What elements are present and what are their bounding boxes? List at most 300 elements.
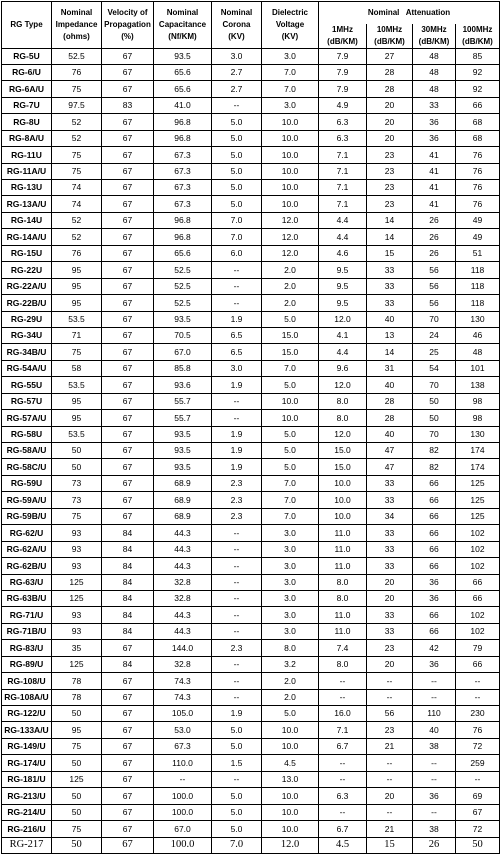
rg-type-cell: RG-59B/U [2,508,52,524]
atten-1mhz-cell: 4.4 [319,344,367,360]
capacitance-cell: 100.0 [154,837,212,853]
dielectric-cell: 7.0 [262,475,319,491]
table-row [2,114,500,130]
atten-1mhz-cell: 6.7 [319,821,367,837]
atten-100mhz-cell: 76 [456,196,500,212]
atten-1mhz-cell: -- [319,673,367,689]
rg-type-cell: RG-22B/U [2,295,52,311]
atten-30mhz-cell: 36 [413,788,456,804]
atten-30mhz-cell: 33 [413,97,456,113]
atten-10mhz-cell: 14 [367,212,413,228]
atten-100mhz-cell: 66 [456,656,500,672]
velocity-cell: 67 [102,771,154,787]
impedance-cell: 125 [52,656,102,672]
dielectric-cell: 10.0 [262,788,319,804]
corona-cell: 5.0 [212,163,262,179]
impedance-cell: 75 [52,81,102,97]
atten-30mhz-cell: 24 [413,327,456,343]
corona-cell: 5.0 [212,722,262,738]
table-row [2,525,500,541]
impedance-cell: 95 [52,410,102,426]
atten-100mhz-cell: 102 [456,558,500,574]
dielectric-cell: 8.0 [262,640,319,656]
header-10mhz: 10MHz (dB/KM) [367,24,413,49]
impedance-cell: 50 [52,837,102,853]
impedance-cell: 93 [52,541,102,557]
corona-cell: -- [212,262,262,278]
table-row [2,311,500,327]
atten-30mhz-cell: 56 [413,295,456,311]
corona-cell: 1.5 [212,755,262,771]
atten-30mhz-cell: 48 [413,81,456,97]
capacitance-cell: 65.6 [154,245,212,261]
velocity-cell: 67 [102,180,154,196]
dielectric-cell: 3.0 [262,525,319,541]
atten-100mhz-cell: 76 [456,147,500,163]
dielectric-cell: 5.0 [262,426,319,442]
velocity-cell: 84 [102,574,154,590]
velocity-cell: 67 [102,377,154,393]
atten-10mhz-cell: 47 [367,459,413,475]
rg-type-cell: RG-5U [2,48,52,64]
impedance-cell: 52 [52,212,102,228]
rg-type-cell: RG-34U [2,327,52,343]
atten-1mhz-cell: -- [319,689,367,705]
capacitance-cell: 44.3 [154,558,212,574]
capacitance-cell: 44.3 [154,525,212,541]
atten-100mhz-cell: 67 [456,804,500,820]
atten-10mhz-cell: 34 [367,508,413,524]
atten-100mhz-cell: 76 [456,163,500,179]
atten-1mhz-cell: -- [319,755,367,771]
table-row [2,607,500,623]
atten-30mhz-cell: -- [413,755,456,771]
atten-10mhz-cell: 23 [367,147,413,163]
velocity-cell: 67 [102,327,154,343]
rg-type-cell: RG-11A/U [2,163,52,179]
table-row [2,410,500,426]
atten-10mhz-cell: 23 [367,180,413,196]
atten-30mhz-cell: 36 [413,114,456,130]
dielectric-cell: 7.0 [262,81,319,97]
atten-1mhz-cell: 10.0 [319,475,367,491]
atten-30mhz-cell: 40 [413,722,456,738]
rg-type-cell: RG-22U [2,262,52,278]
atten-30mhz-cell: 50 [413,410,456,426]
atten-10mhz-cell: 33 [367,295,413,311]
atten-10mhz-cell: 33 [367,475,413,491]
atten-1mhz-cell: 8.0 [319,656,367,672]
corona-cell: 1.9 [212,443,262,459]
atten-100mhz-cell: 66 [456,97,500,113]
corona-cell: -- [212,393,262,409]
atten-30mhz-cell: 66 [413,475,456,491]
rg-type-cell: RG-57U [2,393,52,409]
atten-100mhz-cell: -- [456,771,500,787]
atten-10mhz-cell: 28 [367,64,413,80]
atten-100mhz-cell: 72 [456,821,500,837]
atten-1mhz-cell: 12.0 [319,426,367,442]
table-header [2,2,500,49]
corona-cell: 7.0 [212,229,262,245]
atten-10mhz-cell: 28 [367,81,413,97]
velocity-cell: 67 [102,443,154,459]
atten-10mhz-cell: 20 [367,788,413,804]
atten-100mhz-cell: 118 [456,262,500,278]
atten-1mhz-cell: 12.0 [319,377,367,393]
corona-cell: -- [212,623,262,639]
corona-cell: -- [212,656,262,672]
impedance-cell: 93 [52,607,102,623]
dielectric-cell: 7.0 [262,360,319,376]
atten-1mhz-cell: 12.0 [319,311,367,327]
impedance-cell: 75 [52,738,102,754]
atten-30mhz-cell: 41 [413,163,456,179]
atten-10mhz-cell: 23 [367,722,413,738]
atten-1mhz-cell: 7.9 [319,81,367,97]
atten-100mhz-cell: 79 [456,640,500,656]
header-rg-type: RG Type [2,2,52,49]
atten-100mhz-cell: 101 [456,360,500,376]
atten-100mhz-cell: 118 [456,295,500,311]
atten-100mhz-cell: 125 [456,508,500,524]
rg-type-cell: RG-63B/U [2,590,52,606]
atten-10mhz-cell: 14 [367,344,413,360]
velocity-cell: 67 [102,64,154,80]
table-row [2,196,500,212]
header-corona: Nominal Corona (KV) [212,2,262,49]
table-row [2,443,500,459]
capacitance-cell: 67.3 [154,738,212,754]
rg-type-cell: RG-14U [2,212,52,228]
atten-10mhz-cell: -- [367,673,413,689]
atten-100mhz-cell: 230 [456,706,500,722]
atten-1mhz-cell: 8.0 [319,590,367,606]
corona-cell: -- [212,689,262,705]
atten-1mhz-cell: 16.0 [319,706,367,722]
rg-type-cell: RG-214/U [2,804,52,820]
header-impedance: Nominal Impedance (ohms) [52,2,102,49]
atten-1mhz-cell: 9.5 [319,295,367,311]
atten-30mhz-cell: 66 [413,492,456,508]
corona-cell: 2.3 [212,640,262,656]
velocity-cell: 67 [102,344,154,360]
atten-1mhz-cell: 4.1 [319,327,367,343]
corona-cell: 2.7 [212,64,262,80]
corona-cell: -- [212,673,262,689]
atten-10mhz-cell: -- [367,804,413,820]
atten-30mhz-cell: 66 [413,525,456,541]
atten-30mhz-cell: 70 [413,311,456,327]
atten-1mhz-cell: 10.0 [319,508,367,524]
atten-100mhz-cell: 72 [456,738,500,754]
atten-30mhz-cell: 66 [413,607,456,623]
atten-10mhz-cell: -- [367,771,413,787]
table-row [2,459,500,475]
impedance-cell: 95 [52,278,102,294]
rg-type-cell: RG-15U [2,245,52,261]
impedance-cell: 53.5 [52,426,102,442]
corona-cell: 1.9 [212,311,262,327]
atten-1mhz-cell: 11.0 [319,623,367,639]
impedance-cell: 74 [52,180,102,196]
atten-10mhz-cell: 33 [367,558,413,574]
rg-type-cell: RG-22A/U [2,278,52,294]
atten-30mhz-cell: 41 [413,196,456,212]
rg-type-cell: RG-34B/U [2,344,52,360]
corona-cell: -- [212,590,262,606]
header-dielectric: Dielectric Voltage (KV) [262,2,319,49]
dielectric-cell: 15.0 [262,344,319,360]
capacitance-cell: 67.3 [154,180,212,196]
atten-100mhz-cell: 259 [456,755,500,771]
table-row [2,377,500,393]
velocity-cell: 84 [102,541,154,557]
atten-100mhz-cell: 118 [456,278,500,294]
capacitance-cell: 68.9 [154,492,212,508]
atten-100mhz-cell: 46 [456,327,500,343]
impedance-cell: 95 [52,393,102,409]
capacitance-cell: 96.8 [154,114,212,130]
table-row [2,262,500,278]
velocity-cell: 83 [102,97,154,113]
rg-type-cell: RG-108A/U [2,689,52,705]
corona-cell: 2.3 [212,508,262,524]
impedance-cell: 52 [52,114,102,130]
rg-type-cell: RG-83/U [2,640,52,656]
atten-10mhz-cell: 23 [367,196,413,212]
corona-cell: 2.3 [212,492,262,508]
impedance-cell: 75 [52,147,102,163]
velocity-cell: 84 [102,607,154,623]
dielectric-cell: 10.0 [262,804,319,820]
velocity-cell: 67 [102,640,154,656]
velocity-cell: 67 [102,722,154,738]
table-row [2,344,500,360]
impedance-cell: 50 [52,459,102,475]
rg-type-cell: RG-13U [2,180,52,196]
impedance-cell: 58 [52,360,102,376]
dielectric-cell: 10.0 [262,738,319,754]
velocity-cell: 67 [102,262,154,278]
corona-cell: -- [212,278,262,294]
atten-10mhz-cell: 33 [367,541,413,557]
velocity-cell: 67 [102,295,154,311]
velocity-cell: 84 [102,558,154,574]
atten-100mhz-cell: 50 [456,837,500,853]
atten-100mhz-cell: -- [456,673,500,689]
impedance-cell: 75 [52,821,102,837]
atten-10mhz-cell: 33 [367,623,413,639]
capacitance-cell: 52.5 [154,278,212,294]
impedance-cell: 78 [52,673,102,689]
atten-30mhz-cell: 36 [413,130,456,146]
atten-10mhz-cell: 13 [367,327,413,343]
capacitance-cell: 93.5 [154,459,212,475]
dielectric-cell: 10.0 [262,180,319,196]
table-row [2,393,500,409]
capacitance-cell: 67.3 [154,147,212,163]
atten-10mhz-cell: 33 [367,525,413,541]
corona-cell: 3.0 [212,48,262,64]
rg-type-cell: RG-29U [2,311,52,327]
capacitance-cell: 67.0 [154,344,212,360]
rg-type-cell: RG-57A/U [2,410,52,426]
table-row [2,706,500,722]
impedance-cell: 50 [52,788,102,804]
capacitance-cell: 32.8 [154,590,212,606]
impedance-cell: 95 [52,722,102,738]
rg-type-cell: RG-149/U [2,738,52,754]
dielectric-cell: 7.0 [262,492,319,508]
velocity-cell: 67 [102,837,154,853]
atten-30mhz-cell: -- [413,771,456,787]
capacitance-cell: 93.5 [154,311,212,327]
corona-cell: -- [212,410,262,426]
corona-cell: 1.9 [212,426,262,442]
table-row [2,492,500,508]
corona-cell: 6.5 [212,344,262,360]
dielectric-cell: 12.0 [262,229,319,245]
corona-cell: 7.0 [212,837,262,853]
dielectric-cell: 10.0 [262,410,319,426]
dielectric-cell: 2.0 [262,278,319,294]
velocity-cell: 67 [102,229,154,245]
capacitance-cell: 52.5 [154,295,212,311]
atten-10mhz-cell: -- [367,755,413,771]
corona-cell: 5.0 [212,821,262,837]
atten-30mhz-cell: 54 [413,360,456,376]
dielectric-cell: 10.0 [262,114,319,130]
velocity-cell: 67 [102,393,154,409]
table-row [2,212,500,228]
impedance-cell: 93 [52,558,102,574]
dielectric-cell: 2.0 [262,262,319,278]
corona-cell: 2.7 [212,81,262,97]
rg-type-cell: RG-58C/U [2,459,52,475]
velocity-cell: 67 [102,706,154,722]
dielectric-cell: 2.0 [262,673,319,689]
rg-type-cell: RG-58U [2,426,52,442]
atten-10mhz-cell: 14 [367,229,413,245]
table-row [2,558,500,574]
atten-100mhz-cell: 102 [456,541,500,557]
atten-10mhz-cell: 15 [367,837,413,853]
rg-type-cell: RG-6A/U [2,81,52,97]
capacitance-cell: 70.5 [154,327,212,343]
atten-30mhz-cell: 48 [413,64,456,80]
impedance-cell: 76 [52,245,102,261]
dielectric-cell: 12.0 [262,837,319,853]
atten-10mhz-cell: 31 [367,360,413,376]
corona-cell: 5.0 [212,130,262,146]
impedance-cell: 125 [52,574,102,590]
velocity-cell: 67 [102,755,154,771]
atten-1mhz-cell: 7.1 [319,147,367,163]
dielectric-cell: 7.0 [262,64,319,80]
corona-cell: -- [212,541,262,557]
rg-type-cell: RG-7U [2,97,52,113]
atten-1mhz-cell: 7.1 [319,722,367,738]
atten-10mhz-cell: 40 [367,311,413,327]
atten-30mhz-cell: -- [413,804,456,820]
atten-30mhz-cell: 26 [413,212,456,228]
atten-10mhz-cell: 40 [367,377,413,393]
impedance-cell: 95 [52,262,102,278]
table-row [2,771,500,787]
table-row [2,640,500,656]
atten-30mhz-cell: 48 [413,48,456,64]
table-row [2,541,500,557]
header-capacitance: Nominal Capacitance (Nf/KM) [154,2,212,49]
dielectric-cell: 2.0 [262,689,319,705]
atten-1mhz-cell: 9.6 [319,360,367,376]
atten-100mhz-cell: 102 [456,525,500,541]
impedance-cell: 95 [52,295,102,311]
header-30mhz: 30MHz (dB/KM) [413,24,456,49]
atten-10mhz-cell: 33 [367,278,413,294]
velocity-cell: 67 [102,196,154,212]
atten-100mhz-cell: 66 [456,574,500,590]
coax-spec-table [1,1,500,854]
atten-10mhz-cell: 33 [367,607,413,623]
atten-10mhz-cell: 20 [367,590,413,606]
table-row [2,163,500,179]
dielectric-cell: 4.5 [262,755,319,771]
table-row [2,180,500,196]
atten-30mhz-cell: 36 [413,656,456,672]
table-row [2,81,500,97]
atten-100mhz-cell: 48 [456,344,500,360]
velocity-cell: 67 [102,673,154,689]
dielectric-cell: 5.0 [262,443,319,459]
corona-cell: 6.5 [212,327,262,343]
rg-type-cell: RG-62B/U [2,558,52,574]
atten-10mhz-cell: -- [367,689,413,705]
table-row [2,821,500,837]
atten-100mhz-cell: 92 [456,81,500,97]
impedance-cell: 50 [52,443,102,459]
atten-1mhz-cell: 8.0 [319,410,367,426]
atten-1mhz-cell: -- [319,771,367,787]
impedance-cell: 78 [52,689,102,705]
atten-100mhz-cell: 68 [456,130,500,146]
atten-10mhz-cell: 33 [367,262,413,278]
corona-cell: 5.0 [212,738,262,754]
atten-1mhz-cell: 4.4 [319,229,367,245]
atten-1mhz-cell: 8.0 [319,574,367,590]
atten-100mhz-cell: 98 [456,410,500,426]
capacitance-cell: 55.7 [154,410,212,426]
atten-30mhz-cell: 26 [413,229,456,245]
table-row [2,229,500,245]
atten-100mhz-cell: 76 [456,180,500,196]
atten-1mhz-cell: 15.0 [319,443,367,459]
atten-1mhz-cell: 7.1 [319,163,367,179]
atten-10mhz-cell: 21 [367,821,413,837]
dielectric-cell: 3.0 [262,623,319,639]
impedance-cell: 73 [52,475,102,491]
atten-30mhz-cell: 66 [413,623,456,639]
atten-100mhz-cell: 66 [456,590,500,606]
table-row [2,64,500,80]
atten-30mhz-cell: 38 [413,821,456,837]
capacitance-cell: 65.6 [154,64,212,80]
atten-30mhz-cell: 82 [413,459,456,475]
table-row [2,508,500,524]
impedance-cell: 50 [52,804,102,820]
rg-type-cell: RG-14A/U [2,229,52,245]
